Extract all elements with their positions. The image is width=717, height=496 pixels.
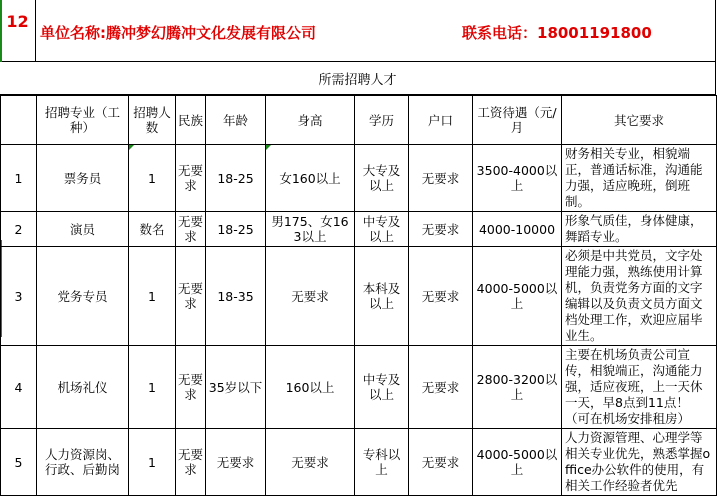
cell-no[interactable]: 2 [1, 212, 37, 247]
cell-count[interactable]: 1 [129, 145, 176, 212]
cell-education[interactable]: 中专及以上 [355, 346, 409, 429]
table-header-row [1, 96, 717, 145]
cell-requirements[interactable]: 必须是中共党员，文字处理能力强，熟练使用计算机，负责党务方面的文字编辑以及负责文员方面文档处理工作，欢迎应届毕业生。 [562, 247, 717, 346]
table-row [1, 145, 717, 212]
cell-count[interactable]: 1 [129, 346, 176, 429]
cell-salary[interactable]: 4000-5000以上 [473, 247, 562, 346]
cell-height[interactable]: 男175、女163以上 [266, 212, 355, 247]
cell-height[interactable]: 无要求 [266, 247, 355, 346]
cell-hukou[interactable]: 无要求 [409, 145, 473, 212]
section-title[interactable]: 所需招聘人才 [0, 62, 716, 95]
cell-ethnicity[interactable]: 无要求 [176, 247, 206, 346]
cell-age[interactable]: 无要求 [206, 429, 266, 496]
cell-requirements[interactable]: 形象气质佳，身体健康，舞蹈专业。 [562, 212, 717, 247]
cell-position[interactable]: 人力资源岗、行政、后勤岗 [37, 429, 129, 496]
job-table [0, 95, 717, 496]
header-cell[interactable]: 民族 [176, 96, 206, 145]
cell-hukou[interactable]: 无要求 [409, 247, 473, 346]
cell-height[interactable]: 无要求 [266, 429, 355, 496]
cell-ethnicity[interactable]: 无要求 [176, 346, 206, 429]
cell-position[interactable]: 机场礼仪 [37, 346, 129, 429]
cell-salary[interactable]: 2800-3200以上 [473, 346, 562, 429]
header-cell[interactable]: 其它要求 [562, 96, 717, 145]
cell-count[interactable]: 1 [129, 247, 176, 346]
header-cell[interactable]: 招聘专业（工种） [37, 96, 129, 145]
cell-age[interactable]: 18-25 [206, 212, 266, 247]
cell-salary[interactable]: 3500-4000以上 [473, 145, 562, 212]
contact-phone[interactable]: 联系电话：18001191800 [462, 24, 652, 42]
cell-requirements[interactable]: 主要在机场负责公司宣传，相貌端正，沟通能力强，适应夜班，上一天休一天，早8点到11点！（可在机场安排租房） [562, 346, 717, 429]
cell-hukou[interactable]: 无要求 [409, 212, 473, 247]
cell-salary[interactable]: 4000-10000 [473, 212, 562, 247]
cell-position[interactable]: 演员 [37, 212, 129, 247]
cell-ethnicity[interactable]: 无要求 [176, 145, 206, 212]
cell-education[interactable]: 本科及以上 [355, 247, 409, 346]
cell-education[interactable]: 专科以上 [355, 429, 409, 496]
cell-position[interactable]: 党务专员 [37, 247, 129, 346]
row-index[interactable]: 12 [0, 0, 36, 62]
header-cell[interactable]: 招聘人数 [129, 96, 176, 145]
table-row [1, 346, 717, 429]
header-cell[interactable]: 年龄 [206, 96, 266, 145]
cell-no[interactable]: 4 [1, 346, 37, 429]
header-cell[interactable]: 户口 [409, 96, 473, 145]
cell-hukou[interactable]: 无要求 [409, 346, 473, 429]
cell-ethnicity[interactable]: 无要求 [176, 212, 206, 247]
header-cell[interactable]: 工资待遇（元/月 [473, 96, 562, 145]
cell-height[interactable]: 160以上 [266, 346, 355, 429]
company-name[interactable]: 单位名称:腾冲梦幻腾冲文化发展有限公司 [40, 24, 317, 42]
table-row [1, 247, 717, 346]
cell-age[interactable]: 18-25 [206, 145, 266, 212]
cell-count[interactable]: 1 [129, 429, 176, 496]
header-cell[interactable]: 身高 [266, 96, 355, 145]
cell-height[interactable]: 女160以上 [266, 145, 355, 212]
header-cell-index[interactable] [1, 96, 37, 145]
cell-age[interactable]: 35岁以下 [206, 346, 266, 429]
table-row [1, 429, 717, 496]
cell-age[interactable]: 18-35 [206, 247, 266, 346]
company-header-row [0, 0, 716, 62]
cell-requirements[interactable]: 人力资源管理、心理学等相关专业优先，熟悉掌握office办公软件的使用，有相关工作经验者优先 [562, 429, 717, 496]
cell-requirements[interactable]: 财务相关专业，相貌端正，普通话标准，沟通能力强，适应晚班，倒班制。 [562, 145, 717, 212]
cell-salary[interactable]: 4000-5000以上 [473, 429, 562, 496]
cell-education[interactable]: 中专及以上 [355, 212, 409, 247]
cell-no[interactable]: 3 [1, 247, 37, 346]
cell-position[interactable]: 票务员 [37, 145, 129, 212]
cell-count[interactable]: 数名 [129, 212, 176, 247]
cell-education[interactable]: 大专及以上 [355, 145, 409, 212]
table-row [1, 212, 717, 247]
cell-no[interactable]: 5 [1, 429, 37, 496]
cell-hukou[interactable]: 无要求 [409, 429, 473, 496]
header-cell[interactable]: 学历 [355, 96, 409, 145]
cell-no[interactable]: 1 [1, 145, 37, 212]
cell-ethnicity[interactable]: 无要求 [176, 429, 206, 496]
